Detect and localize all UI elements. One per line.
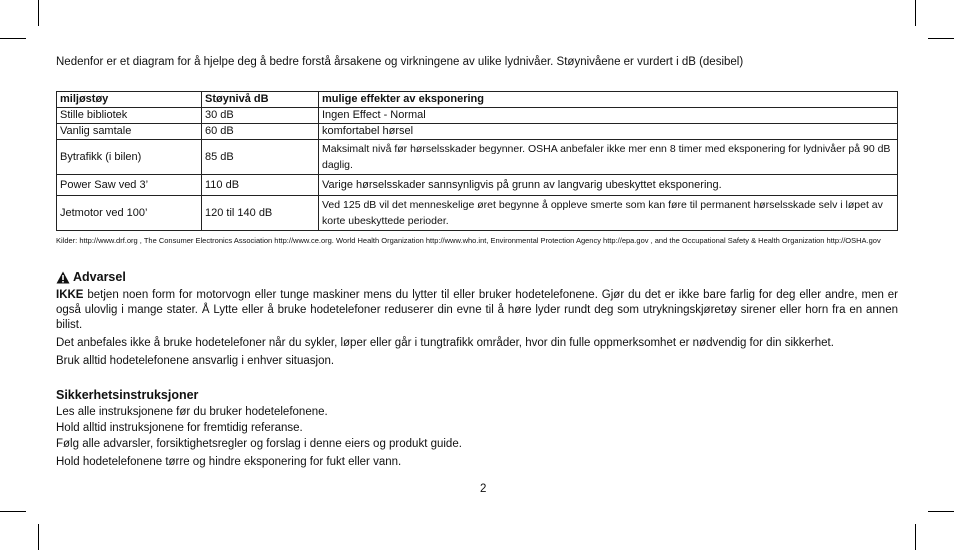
crop-mark: [928, 38, 954, 39]
warning-triangle-icon: [56, 271, 70, 284]
table-cell: 60 dB: [202, 124, 319, 140]
table-cell: Bytrafikk (i bilen): [57, 140, 202, 175]
warning-paragraph: [56, 288, 898, 333]
table-row: [57, 140, 898, 175]
table-cell: 85 dB: [202, 140, 319, 175]
table-row: [57, 108, 898, 124]
crop-mark: [0, 511, 26, 512]
safety-heading: Sikkerhetsinstruksjoner: [56, 388, 199, 402]
crop-mark: [0, 38, 26, 39]
noise-level-table: [56, 91, 898, 231]
table-cell: Maksimalt nivå før hørselsskader begynner. OSHA anbefaler ikke mer enn 8 timer med eksponering for lydnivåer på 90 dB daglig.: [319, 140, 898, 175]
warning-lead: IKKE: [56, 289, 84, 301]
crop-mark: [38, 524, 39, 550]
table-cell: Ved 125 dB vil det menneskelige øret begynne å oppleve smerte som kan føre til permanent hørselsskade selv i løpet av korte ubeskyttede perioder.: [319, 196, 898, 231]
table-cell: komfortabel hørsel: [319, 124, 898, 140]
table-header: Støynivå dB: [202, 92, 319, 108]
crop-mark: [915, 524, 916, 550]
intro-text: Nedenfor er et diagram for å hjelpe deg å bedre forstå årsakene og virkningene av ulike lydnivåer. Støynivåene er vurdert i dB (desibel): [56, 56, 744, 68]
list-item: Hold hodetelefonene tørre og hindre eksponering for fukt eller vann.: [56, 456, 402, 468]
crop-mark: [928, 511, 954, 512]
list-item: Hold alltid instruksjonene for fremtidig referanse.: [56, 422, 303, 434]
list-item: Følg alle advarsler, forsiktighetsregler og forslag i denne eiers og produkt guide.: [56, 438, 462, 450]
table-row: [57, 196, 898, 231]
safety-list: [56, 404, 462, 470]
warning-text: betjen noen form for motorvogn eller tunge maskiner mens du lytter til eller bruker hodetelefonene. Gjør du det er ikke bare farlig for deg eller andre, men er også ulovlig i mange stater. Å Lytte eller å bruke hodetelefoner reduserer din evne til å høre lyder rundt deg som utrykningskjøretøy sirener eller horn fra en annen bilist.: [56, 289, 898, 331]
table-cell: Jetmotor ved 100’: [57, 196, 202, 231]
list-item: Les alle instruksjonene før du bruker hodetelefonene.: [56, 406, 328, 418]
warning-body: [56, 288, 898, 369]
warning-heading: [56, 270, 126, 284]
table-header: miljøstøy: [57, 92, 202, 108]
table-cell: 120 til 140 dB: [202, 196, 319, 231]
table-row: [57, 124, 898, 140]
table-cell: 110 dB: [202, 175, 319, 196]
warning-paragraph: Bruk alltid hodetelefonene ansvarlig i enhver situasjon.: [56, 355, 335, 367]
table-cell: Varige hørselsskader sannsynligvis på grunn av langvarig ubeskyttet eksponering.: [319, 175, 898, 196]
table-header-row: [57, 92, 898, 108]
warning-paragraph: Det anbefales ikke å bruke hodetelefoner når du sykler, løper eller går i tungtrafikk områder, hvor din fulle oppmerksomhet er nødvendig for din sikkerhet.: [56, 337, 834, 349]
table-cell: Stille bibliotek: [57, 108, 202, 124]
warning-title: Advarsel: [73, 270, 126, 284]
crop-mark: [915, 0, 916, 26]
table-cell: Vanlig samtale: [57, 124, 202, 140]
table-cell: Ingen Effect - Normal: [319, 108, 898, 124]
page-number: 2: [480, 483, 487, 495]
table-row: [57, 175, 898, 196]
table-cell: 30 dB: [202, 108, 319, 124]
table-cell: Power Saw ved 3’: [57, 175, 202, 196]
sources-text: Kilder: http://www.drf.org , The Consumer Electronics Association http://www.ce.org. World Health Organization http://www.who.int, Environmental Protection Agency http://epa.gov , and the Occupational Safety & Health Organization http://OSHA.gov: [56, 236, 881, 245]
table-header: mulige effekter av eksponering: [319, 92, 898, 108]
crop-mark: [38, 0, 39, 26]
